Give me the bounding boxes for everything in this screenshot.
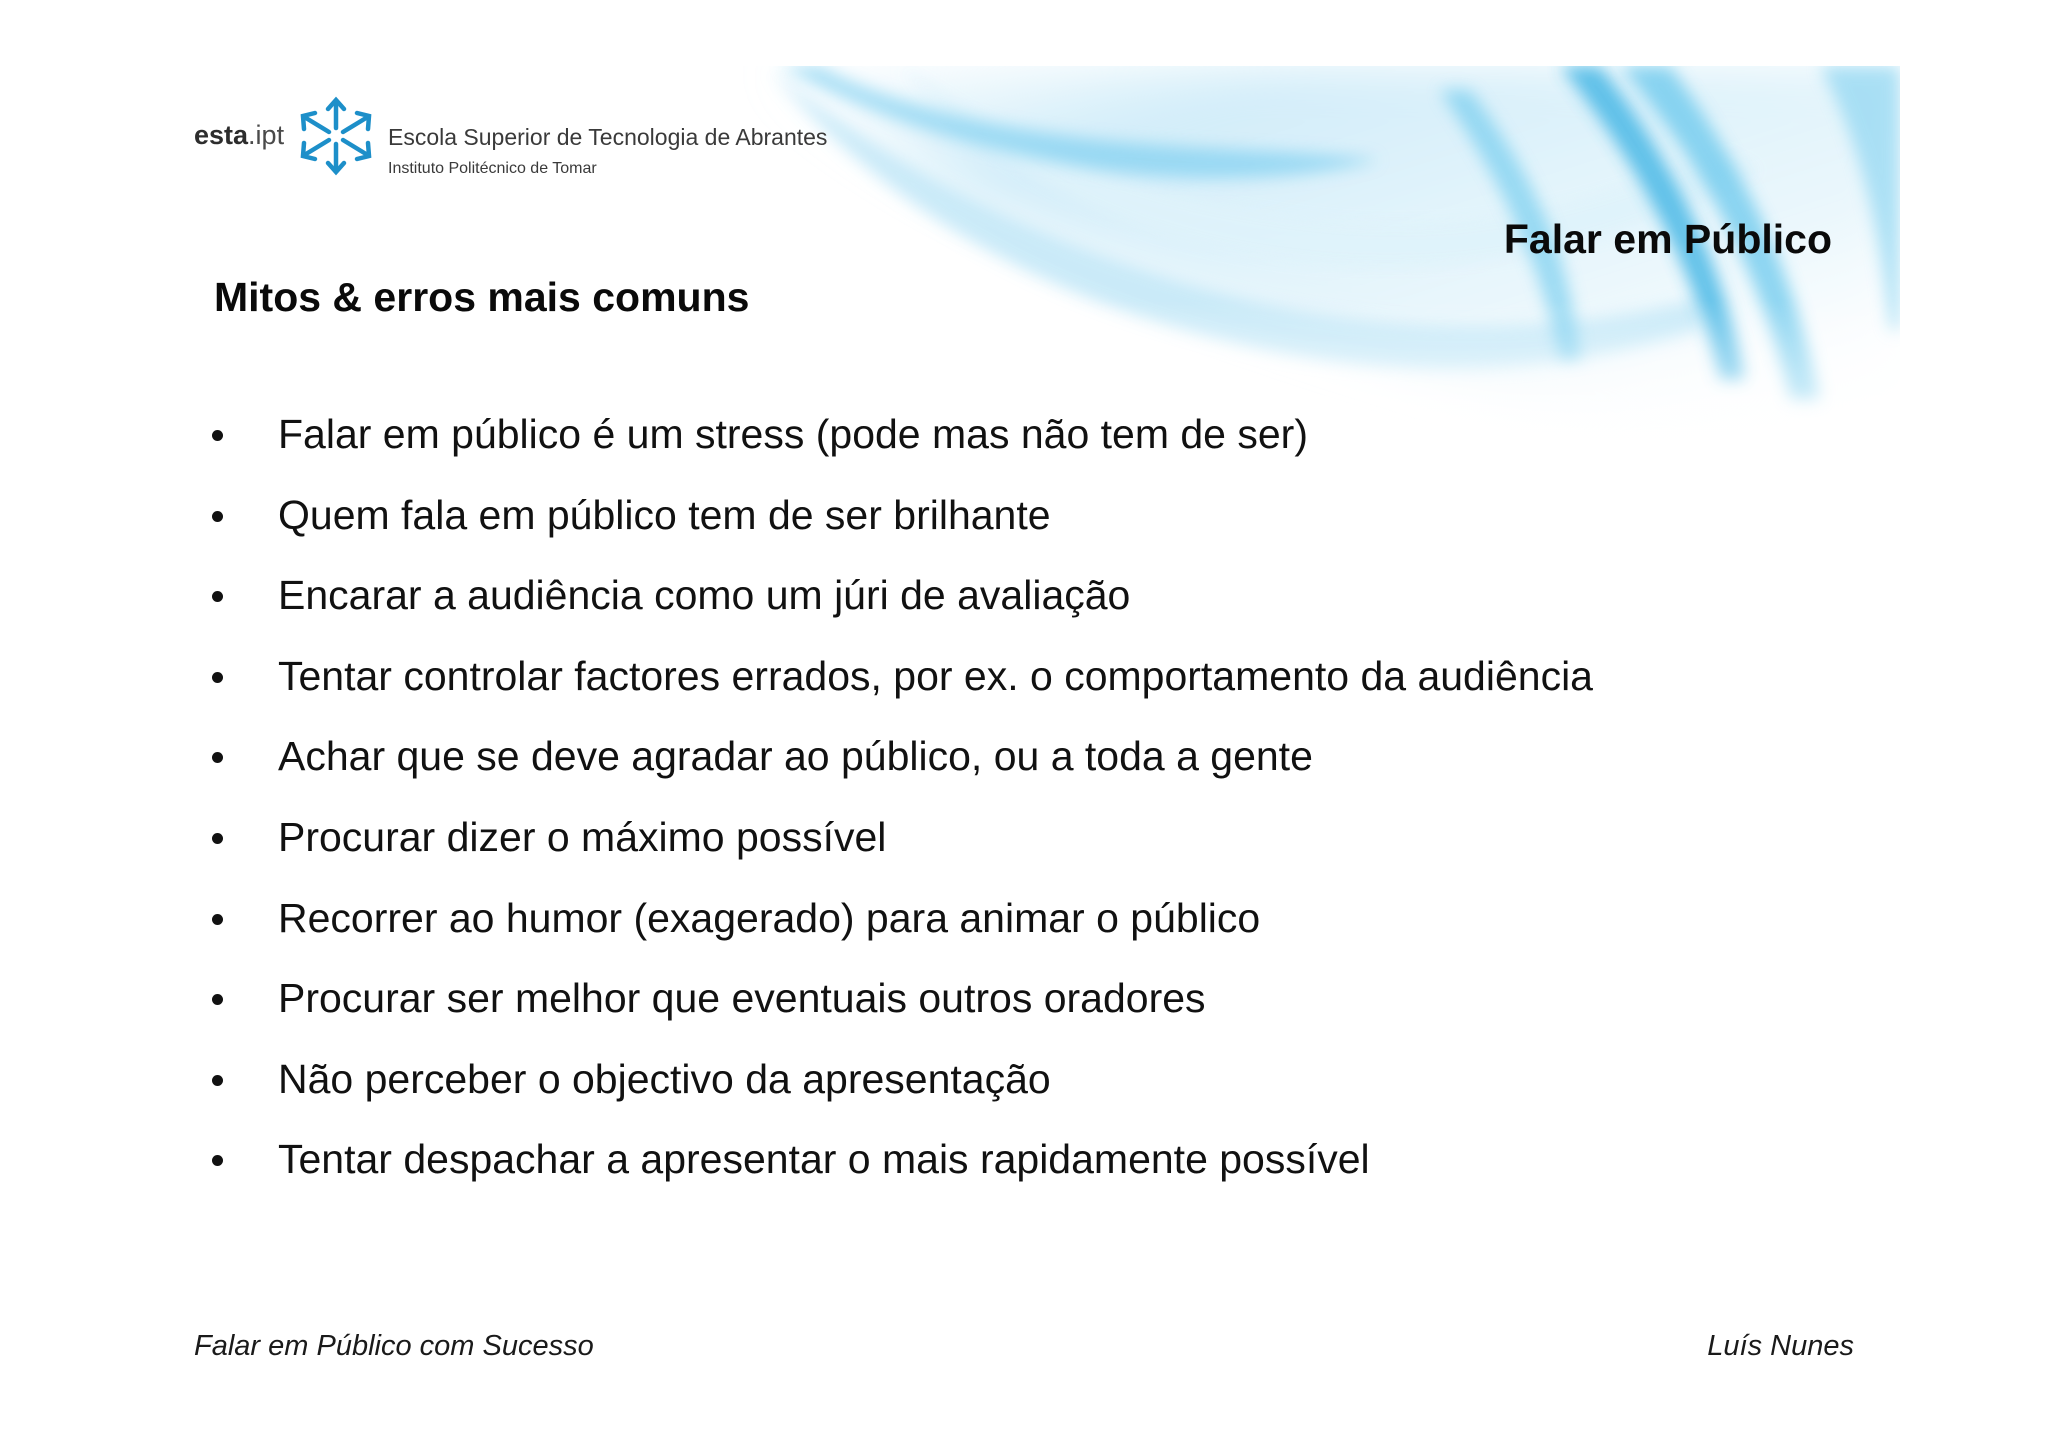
- bullet-item: [206, 400, 1593, 481]
- logo-brand: [194, 120, 284, 151]
- bullet-item: [206, 884, 1593, 965]
- bullet-text: Procurar dizer o máximo possível: [278, 813, 887, 860]
- logo-brand-bold: esta: [194, 120, 249, 150]
- school-logo: [194, 96, 834, 186]
- logo-brand-suffix: .ipt: [248, 120, 285, 150]
- bullet-text: Achar que se deve agradar ao público, ou a toda a gente: [278, 733, 1313, 780]
- bullet-dot-icon: [212, 430, 223, 441]
- bullet-item: [206, 1125, 1593, 1206]
- bullet-item: [206, 481, 1593, 562]
- bullet-dot-icon: [212, 914, 223, 925]
- footer-author: Luís Nunes: [1707, 1330, 1854, 1362]
- bullet-dot-icon: [212, 752, 223, 763]
- bullet-dot-icon: [212, 833, 223, 844]
- bullet-item: [206, 964, 1593, 1045]
- bullet-dot-icon: [212, 1155, 223, 1166]
- bullet-text: Tentar controlar factores errados, por ex. o comportamento da audiência: [278, 652, 1593, 699]
- bullet-dot-icon: [212, 511, 223, 522]
- logo-institute-name: Instituto Politécnico de Tomar: [388, 160, 597, 177]
- bullet-item: [206, 642, 1593, 723]
- section-title: Mitos & erros mais comuns: [214, 274, 750, 320]
- bullet-text: Procurar ser melhor que eventuais outros oradores: [278, 975, 1206, 1022]
- header-title: Falar em Público: [1503, 216, 1832, 262]
- bullet-item: [206, 561, 1593, 642]
- bullet-item: [206, 803, 1593, 884]
- bullet-text: Não perceber o objectivo da apresentação: [278, 1055, 1051, 1102]
- bullet-text: Tentar despachar a apresentar o mais rapidamente possível: [278, 1136, 1370, 1183]
- bullet-list: [206, 400, 1593, 1206]
- snowflake-arrows-logo-icon: [296, 96, 376, 176]
- bullet-text: Falar em público é um stress (pode mas não tem de ser): [278, 411, 1308, 457]
- bullet-text: Quem fala em público tem de ser brilhante: [278, 491, 1051, 538]
- bullet-item: [206, 722, 1593, 803]
- bullet-text: Encarar a audiência como um júri de avaliação: [278, 572, 1131, 619]
- logo-school-name: Escola Superior de Tecnologia de Abrantes: [388, 124, 828, 150]
- bullet-text: Recorrer ao humor (exagerado) para animar o público: [278, 894, 1261, 941]
- bullet-item: [206, 1045, 1593, 1126]
- footer-course-title: Falar em Público com Sucesso: [194, 1330, 594, 1362]
- bullet-dot-icon: [212, 1075, 223, 1086]
- bullet-dot-icon: [212, 672, 223, 683]
- bullet-dot-icon: [212, 591, 223, 602]
- bullet-dot-icon: [212, 994, 223, 1005]
